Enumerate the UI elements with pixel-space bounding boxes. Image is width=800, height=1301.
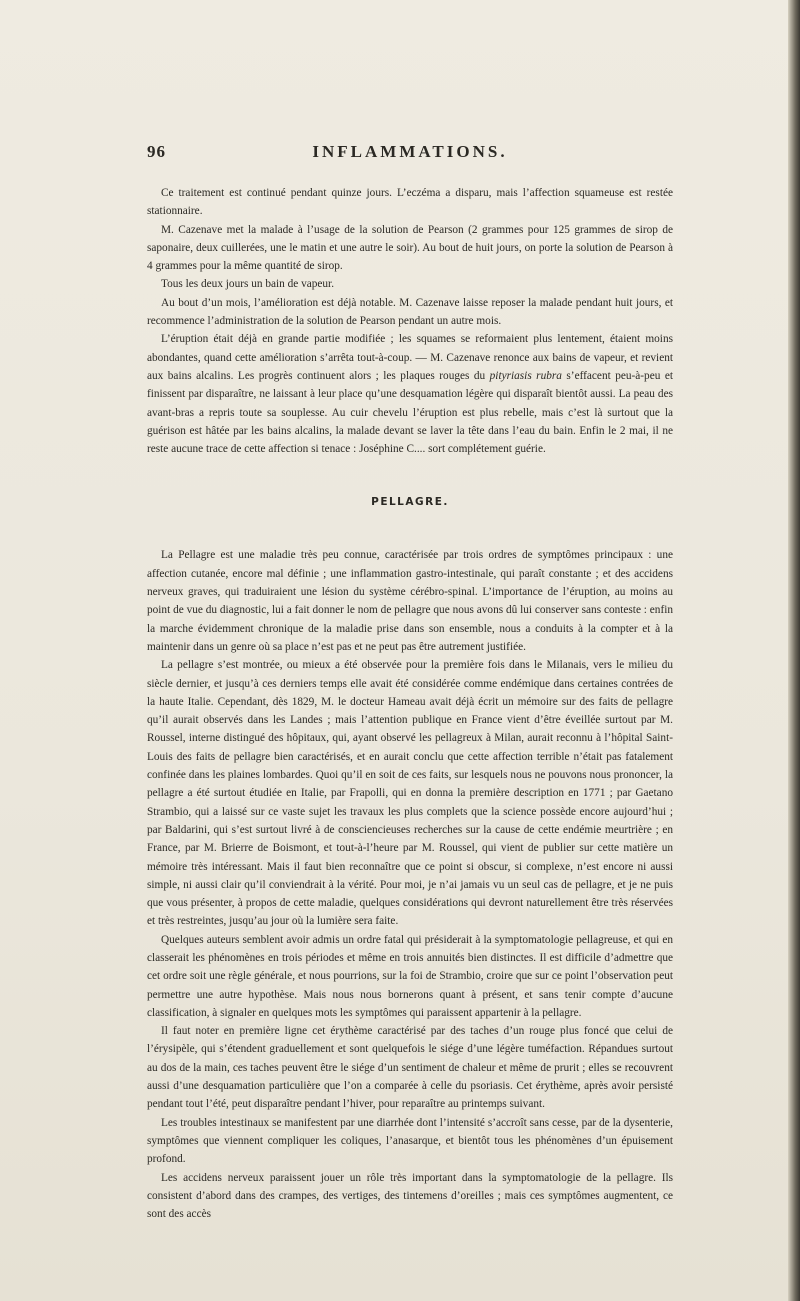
book-spine-shadow [788,0,800,1301]
paragraph: Au bout d’un mois, l’amélioration est déjà notable. M. Cazenave laisse reposer la malade pendant huit jours, et recommence l’administration de la solution de Pearson pendant un autre mois. [147,296,673,328]
text-run: L’éruption était déjà en grande partie modifiée ; les squames se reformaient plus lentement, étaient moins abondantes, quand cette amélioration s’arrêta tout-à-coup. — M. Cazenave renonce aux bains de vapeur, et revient aux bains alcalins. Les progrès continuent alors ; les plaques rouges du [147,333,673,382]
paragraph: Quelques auteurs semblent avoir admis un ordre fatal qui présiderait à la symptomatologie pellagreuse, et qui en classerait les phénomènes en trois périodes et même en trois annuités bien distinctes. Il est difficile d’admettre que cet ordre soit une règle générale, et nous pourrions, sur la foi de Strambio, croire que sur ce point l’observation peut permettre une autre hypothèse. Mais nous nous bornerons quant à présent, et sans tenir compte d’aucune classification, à signaler en quelques mots les symptômes qui paraissent appartenir à la pellagre. [147,933,673,1019]
italic-term: pityriasis rubra [489,369,562,382]
paragraph-eruption [147,330,673,458]
page-header [147,142,673,166]
paragraph: Ce traitement est continué pendant quinze jours. L’eczéma a disparu, mais l’affection squameuse est restée stationnaire. [147,187,673,218]
page-body [147,184,673,1223]
paragraph: Tous les deux jours un bain de vapeur. [161,278,335,291]
text-run: s’effacent peu-à-peu et finissent par disparaître, ne laissant à leur place qu’une desquamation légère qui disparaît bientôt aussi. La peau des avant-bras a repris toute sa souplesse. Au cuir chevelu l’éruption est plus rebelle, mais c’est là surtout que la guérison est hâtée par les bains alcalins, la malade devant se laver la tête dans l’eau du bain. Enfin le 2 mai, il ne reste aucune trace de cette affection si tenace : Joséphine C.... sort complétement guérie. [147,369,674,456]
paragraph: Les accidens nerveux paraissent jouer un rôle très important dans la symptomatologie de la pellagre. Ils consistent d’abord dans des crampes, des vertiges, des tintemens d’oreilles ; mais ces symptômes augmentent, ce sont des accès [147,1171,673,1221]
section-title: PELLAGRE. [371,496,449,509]
running-title: INFLAMMATIONS. [312,142,508,161]
paragraph: La Pellagre est une maladie très peu connue, caractérisée par trois ordres de symptômes principaux : une affection cutanée, encore mal définie ; une inflammation gastro-intestinale, qui paraît constante ; et des accidens nerveux graves, qui traduiraient une lésion du système cérébro-spinal. L’importance de l’éruption, au moins au point de vue du diagnostic, lui a fait donner le nom de pellagre que nous avons dû lui conserver sans conteste : enfin la marche évidemment chronique de la maladie prise dans son ensemble, nous a conduits à la compter et à la maintenir dans un genre où sa place n’est pas et ne peut pas être autrement justifiée. [147,549,673,653]
paragraph: Il faut noter en première ligne cet érythème caractérisé par des taches d’un rouge plus foncé que celui de l’érysipèle, qui s’étendent graduellement et sont quelquefois le siége d’une légère tuméfaction. Répandues surtout au dos de la main, ces taches peuvent être le siége d’un sentiment de chaleur et même de prurit ; elles se recouvrent aussi d’une desquamation particulière que l’on a comparée à celle du psoriasis. Cet érythème, après avoir persisté pendant tout l’été, peut disparaître pendant l’hiver, pour reparaître au printemps suivant. [147,1025,673,1111]
paragraph: Les troubles intestinaux se manifestent par une diarrhée dont l’intensité s’accroît sans cesse, par de la dysenterie, symptômes que viennent compliquer les coliques, l’anasarque, et bientôt tous les phénomènes d’un épuisement profond. [147,1116,673,1166]
page-number: 96 [147,142,166,161]
paragraph: M. Cazenave met la malade à l’usage de la solution de Pearson (2 grammes pour 125 grammes de sirop de saponaire, deux cuillerées, une le matin et une autre le soir). Au bout de huit jours, on porte la solution de Pearson à 4 grammes pour la même quantité de sirop. [147,223,673,273]
paragraph: La pellagre s’est montrée, ou mieux a été observée pour la première fois dans le Milanais, vers le milieu du siècle dernier, et jusqu’à ces derniers temps elle avait été considérée comme endémique dans certaines contrées de la haute Italie. Cependant, dès 1829, M. le docteur Hameau avait déjà écrit un mémoire sur des faits de pellagre qu’il aurait observés dans les Landes ; mais l’attention publique en France vient d’être éveillée surtout par M. Roussel, interne distingué des hôpitaux, qui, ayant observé les pellagreux à Milan, aurait reconnu à l’hôpital Saint-Louis des faits de pellagre bien caractérisés, et en aurait conclu que cette affection terrible n’était pas fatalement confinée dans les plaines lombardes. Quoi qu’il en soit de ces faits, sur lesquels nous ne pouvons nous prononcer, la pellagre a été surtout étudiée en Italie, par Frapolli, qui en donna la première description en 1771 ; par Gaetano Strambio, qui a laissé sur ce vaste sujet les travaux les plus complets que la science possède encore aujourd’hui ; par Baldarini, qui s’est surtout livré à de consciencieuses recherches sur la cause de cette endémie meurtrière ; en France, par M. Brierre de Boismont, et tout-à-l’heure par M. Roussel, qui vient de publier sur cette matière un mémoire très intéressant. Mais il faut bien reconnaître que ce point si obscur, si complexe, n’est encore ni aussi simple, ni aussi clair qu’il conviendrait à la vérité. Pour moi, je n’ai jamais vu un seul cas de pellagre, et je ne puis que vous présenter, à propos de cette maladie, quelques considérations qui devront naturellement être très réservées et très restreintes, jusqu’au jour où la lumière sera faite. [147,659,673,928]
